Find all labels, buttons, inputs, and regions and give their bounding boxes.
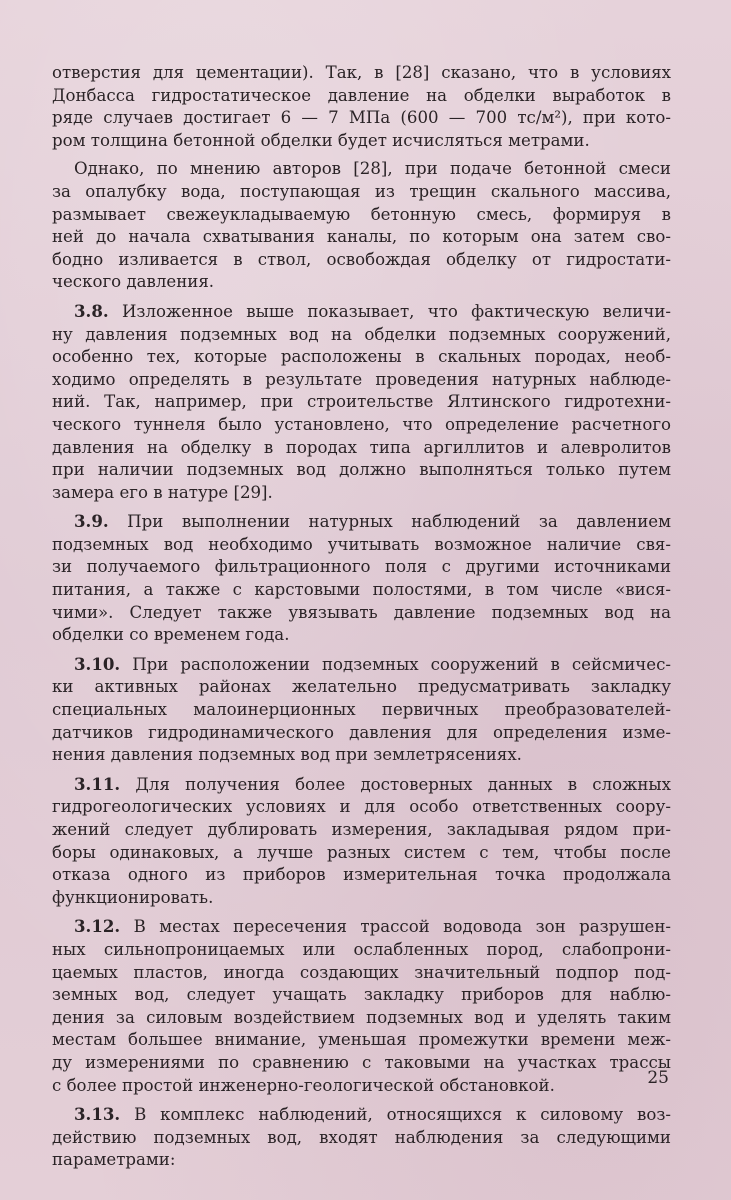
text-line [52,1149,671,1172]
text-line [52,1075,671,1098]
text-line [52,482,671,505]
line-text: отверстия для цементации). Так, в [28] сказано, что в условиях [52,63,671,82]
text-line [52,437,671,460]
text-line [52,271,671,294]
text-line [52,62,671,85]
line-text: ну давления подземных вод на обделки подземных сооружений, [52,324,671,344]
text-line [52,300,671,324]
text-line [52,796,671,819]
text-line [52,722,671,745]
text-line [52,624,671,647]
line-text: чими». Следует также увязывать давление подземных вод на [52,602,671,622]
line-text: размывает свежеукладываемую бетонную смесь, формируя в [52,204,671,224]
line-text: ду измерениями по сравнению с таковыми на участках трассы [52,1052,671,1072]
page-text-body [52,62,671,1172]
text-line [52,939,671,962]
line-text: параметрами: [52,1150,176,1170]
text-line [52,653,671,677]
line-text: нения давления подземных вод при землетрясениях. [52,745,522,765]
text-line [52,556,671,579]
line-text: датчиков гидродинамического давления для определения изме- [52,722,671,742]
line-text: цаемых пластов, иногда создающих значительный подпор под- [52,962,671,982]
line-text: ней до начала схватывания каналы, по которым она затем сво- [52,227,671,247]
section-number: 3.13. [74,1104,121,1125]
text-line [52,864,671,887]
text-line [52,510,671,534]
line-text: При расположении подземных сооружений в сейсмичес- [132,654,671,674]
line-text: жений следует дублировать измерения, закладывая рядом при- [52,820,671,839]
line-text: при наличии подземных вод должно выполняться только путем [52,460,671,480]
paragraph-p5 [52,653,671,767]
line-text: Донбасса гидростатическое давление на обделки выработок в [52,85,671,105]
line-text: подземных вод необходимо учитывать возможное наличие свя- [52,534,671,554]
section-number: 3.12. [74,916,121,937]
text-line [52,744,671,767]
text-line [52,391,671,414]
line-text: Изложенное выше показывает, что фактическую величи- [121,301,671,321]
text-line [52,579,671,602]
text-line [52,107,671,130]
text-line [52,699,671,722]
section-number: 3.9. [74,511,109,532]
line-text: за опалубку вода, поступающая из трещин скального массива, [52,181,671,201]
text-line [52,459,671,482]
line-text: Однако, по мнению авторов [28], при подаче бетонной смеси [74,159,671,179]
text-line [52,1127,671,1150]
line-text: В комплекс наблюдений, относящихся к силовому воз- [134,1105,671,1125]
line-text: боры одинаковых, а лучше разных систем с тем, чтобы после [52,842,671,862]
text-line [52,369,671,392]
line-text: давления на обделку в породах типа аргиллитов и алевролитов [52,437,671,457]
text-line [52,984,671,1007]
line-text: ходимо определять в результате проведения натурных наблюде- [52,369,671,389]
text-line [52,887,671,910]
line-text: земных вод, следует учащать закладку приборов для наблю- [52,985,671,1005]
text-line [52,819,671,842]
paragraph-p8 [52,1103,671,1172]
line-text: специальных малоинерционных первичных преобразователей- [52,700,671,720]
paragraph-p1 [52,62,671,152]
text-line [52,676,671,699]
text-line [52,1103,671,1127]
line-text: В местах пересечения трассой водовода зон разрушен- [133,917,671,937]
text-line [52,1052,671,1075]
line-text: питания, а также с карстовыми полостями, в том числе «вися- [52,580,671,600]
text-line [52,1029,671,1052]
text-line [52,324,671,347]
text-line [52,962,671,985]
line-text: зи получаемого фильтрационного поля с другими источниками [52,557,671,577]
text-line [52,181,671,204]
text-line [52,226,671,249]
line-text: Для получения более достоверных данных в сложных [135,774,671,794]
section-number: 3.11. [74,773,121,794]
paragraph-p6 [52,773,671,910]
line-text: действию подземных вод, входят наблюдения за следующими [52,1127,671,1147]
text-line [52,85,671,108]
text-line [52,346,671,369]
text-line [52,773,671,797]
text-line [52,534,671,557]
paragraph-p2 [52,158,671,294]
line-text: местам большее внимание, уменьшая промежутки времени меж- [52,1030,671,1050]
paragraph-p4 [52,510,671,647]
line-text: дения за силовым воздействием подземных вод и уделять таким [52,1007,671,1027]
line-text: с более простой инженерно-геологической обстановкой. [52,1075,555,1095]
text-line [52,414,671,437]
text-line [52,842,671,865]
line-text: гидрогеологических условиях и для особо ответственных соору- [52,797,671,817]
paragraph-p3 [52,300,671,504]
line-text: ки активных районах желательно предусматривать закладку [52,677,671,697]
text-line [52,158,671,181]
text-line [52,1007,671,1030]
paragraph-p7 [52,915,671,1097]
text-line [52,204,671,227]
line-text: ром толщина бетонной обделки будет исчисляться метрами. [52,130,590,150]
line-text: особенно тех, которые расположены в скальных породах, необ- [52,347,671,367]
line-text: обделки со временем года. [52,625,290,645]
line-text: ческого туннеля было установлено, что определение расчетного [52,414,671,434]
page-number: 25 [647,1068,669,1088]
text-line [52,915,671,939]
section-number: 3.10. [74,653,121,674]
line-text: ных сильнопроницаемых или ослабленных пород, слабопрони- [52,939,671,959]
line-text: отказа одного из приборов измерительная точка продолжала [52,865,671,885]
line-text: ческого давления. [52,272,215,292]
line-text: бодно изливается в ствол, освобождая обделку от гидростати- [52,249,671,269]
text-line [52,602,671,625]
line-text: функционировать. [52,887,214,907]
text-line [52,130,671,153]
line-text: замера его в натуре [29]. [52,482,273,502]
line-text: ний. Так, например, при строительстве Ялтинского гидротехни- [52,392,671,412]
text-line [52,249,671,272]
line-text: При выполнении натурных наблюдений за давлением [127,512,671,532]
line-text: ряде случаев достигает 6 — 7 МПа (600 — 700 тс/м²), при кото- [52,108,671,128]
section-number: 3.8. [74,300,109,321]
